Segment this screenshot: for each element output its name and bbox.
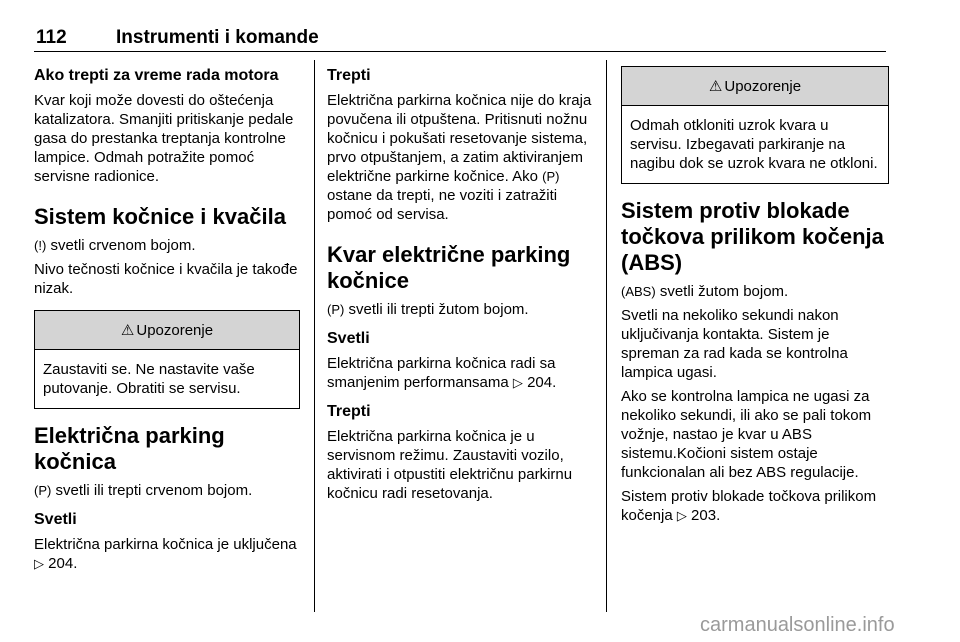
paragraph-epb: (P) svetli ili trepti crvenom bojom. bbox=[34, 482, 253, 499]
subheading-trepti: Trepti bbox=[327, 67, 371, 84]
page-title: Instrumenti i komande bbox=[116, 27, 319, 48]
column-left bbox=[34, 66, 300, 573]
column-right bbox=[621, 66, 889, 525]
page-header bbox=[34, 27, 886, 52]
warning-box bbox=[34, 310, 300, 409]
page-number: 112 bbox=[36, 27, 67, 48]
paragraph-svetli-reduced: Električna parkirna kočnica radi sa smanjenim performansama ▷ 204. bbox=[327, 355, 557, 391]
warning-header: ⚠ Upozorenje bbox=[35, 311, 299, 350]
warning-triangle-icon: ⚠ bbox=[120, 322, 135, 339]
paragraph-abs-seconds: Svetli na nekoliko sekundi nakon uključivanja kontakta. Sistem je spreman za rad kada se kontrolna lampica ugasi. bbox=[621, 307, 848, 381]
warning-body: Odmah otkloniti uzrok kvara u servisu. Izbegavati parkiranje na nagibu dok se uzrok kvara ne otkloni. bbox=[630, 117, 878, 172]
warning-triangle-icon: ⚠ bbox=[708, 78, 723, 95]
warning-box bbox=[621, 66, 889, 184]
watermark: carmanualsonline.info bbox=[700, 614, 895, 636]
paragraph-abs-yellow: (ABS) svetli žutom bojom. bbox=[621, 283, 789, 300]
parking-brake-icon: (P) bbox=[34, 483, 52, 498]
paragraph-catalyst: Kvar koji može dovesti do oštećenja katalizatora. Smanjiti pritiskanje pedale gasa do prestanka treptanja kontrolne lampice. Odmah potražite pomoć servisne radionice. bbox=[34, 92, 294, 185]
page-reference-arrow-icon: ▷ bbox=[34, 556, 44, 571]
heading-epb-fault: Kvar električne parking kočnice bbox=[327, 242, 571, 293]
heading-abs: Sistem protiv blokade točkova prilikom kočenja (ABS) bbox=[621, 198, 884, 275]
column-divider bbox=[606, 60, 607, 612]
page-reference-arrow-icon: ▷ bbox=[512, 375, 523, 390]
warning-body: Zaustaviti se. Ne nastavite vaše putovanje. Obratiti se servisu. bbox=[43, 361, 255, 397]
paragraph-abs-ref: Sistem protiv blokade točkova prilikom kočenja ▷ 203. bbox=[621, 488, 877, 524]
paragraph-trepti-service: Električna parkirna kočnica je u servisnom režimu. Zaustaviti vozilo, aktivirati i otpustiti električnu parkirnu kočnicu radi resetovanja. bbox=[327, 428, 573, 502]
heading-brake-system: Sistem kočnice i kvačila bbox=[34, 204, 286, 229]
paragraph-abs-fault: Ako se kontrolna lampica ne ugasi za nekoliko sekundi, ili ako se pali tokom vožnje, nastao je kvar u ABS sistemu.Kočioni sistem ostaje funkcionalan ali bez ABS regulacije. bbox=[621, 388, 872, 481]
page-reference-arrow-icon: ▷ bbox=[676, 508, 687, 523]
subheading-trepti-service: Trepti bbox=[327, 403, 371, 420]
paragraph-svetli: Električna parkirna kočnica je uključena ▷ 204. bbox=[34, 536, 297, 572]
paragraph-fault: (P) svetli ili trepti žutom bojom. bbox=[327, 301, 529, 318]
heading-electric-parking-brake: Električna parking kočnica bbox=[34, 423, 225, 474]
paragraph-trepti: Električna parkirna kočnica nije do kraja povučena ili otpuštena. Pritisnuti nožnu kočnicu i pokušati resetovanje sistema, prvo otpuštanjem, a zatim aktiviranjem električne parkirne kočnice. Ako (P) ostane da trepti, ne voziti i zatražiti pomoć od servisa. bbox=[327, 92, 592, 223]
parking-brake-fault-icon: (P) bbox=[327, 302, 345, 317]
abs-icon: (ABS) bbox=[621, 284, 656, 299]
subheading-svetli: Svetli bbox=[34, 511, 77, 528]
paragraph-brake-fluid: Nivo tečnosti kočnice i kvačila je takođe nizak. bbox=[34, 261, 298, 297]
column-middle bbox=[327, 66, 592, 503]
parking-brake-icon: (P) bbox=[542, 169, 560, 184]
column-divider bbox=[314, 60, 315, 612]
paragraph-brake-red: (!) svetli crvenom bojom. bbox=[34, 237, 196, 254]
brake-warning-icon: (!) bbox=[34, 238, 47, 253]
warning-header: ⚠ Upozorenje bbox=[622, 67, 888, 106]
subheading-svetli: Svetli bbox=[327, 330, 370, 347]
section-heading-catalyst: Ako trepti za vreme rada motora bbox=[34, 67, 279, 84]
